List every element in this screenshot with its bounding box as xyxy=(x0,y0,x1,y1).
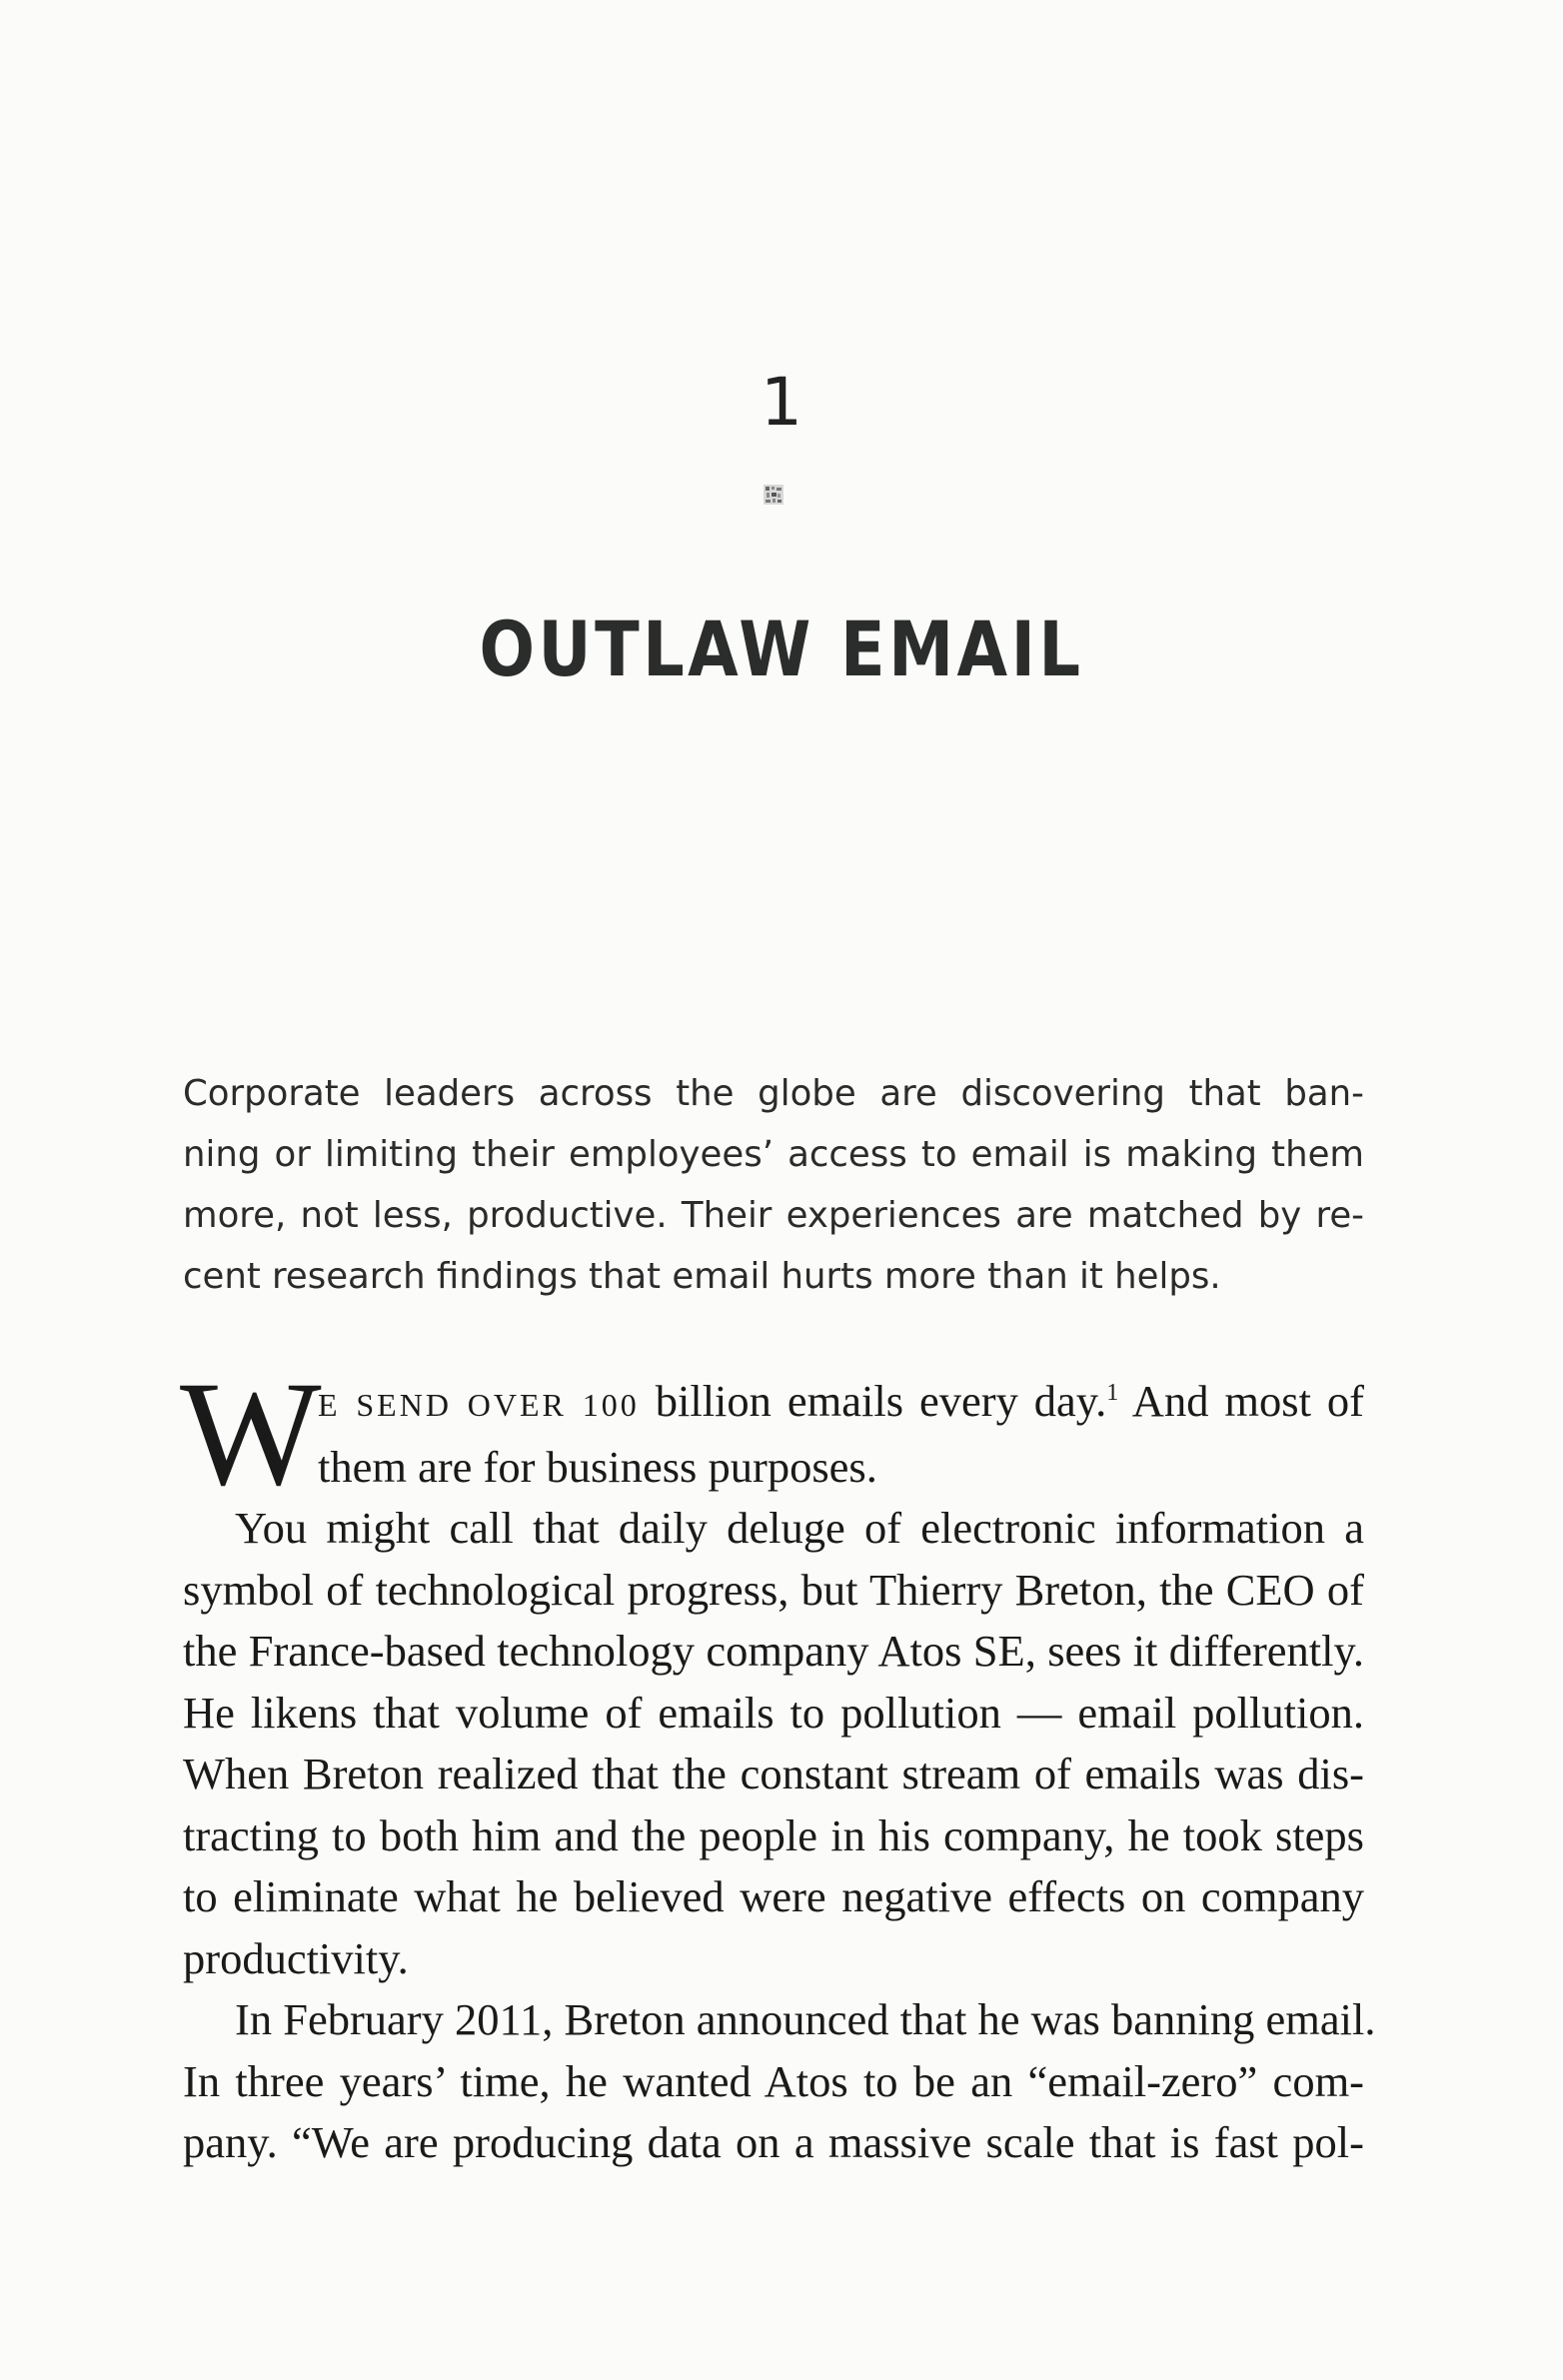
body-line xyxy=(183,1371,1364,1437)
chapter-number: 1 xyxy=(761,364,802,441)
body-line: He likens that volume of emails to pollution — email pollution. xyxy=(183,1687,1364,1738)
body-line: In three years’ time, he wanted Atos to be an “email-zero” com- xyxy=(183,2055,1364,2106)
chapter-abstract xyxy=(183,1063,1364,1307)
body-line: In February 2011, Breton announced that he was banning email. xyxy=(235,1994,1376,2044)
body-line: productivity. xyxy=(183,1932,409,1983)
body-line: the France-based technology company Atos SE, sees it differently. xyxy=(183,1626,1364,1676)
footnote-ref[interactable]: 1 xyxy=(1106,1380,1119,1407)
body-text xyxy=(183,1371,1376,2174)
abstract-line: more, not less, productive. Their experiences are matched by re- xyxy=(183,1195,1364,1236)
stamp-ornament-icon xyxy=(763,484,784,506)
abstract-line: ning or limiting their employees’ access to email is making them xyxy=(183,1134,1364,1175)
body-line: to eliminate what he believed were negative effects on company xyxy=(183,1871,1364,1921)
abstract-line: cent research findings that email hurts more than it helps. xyxy=(183,1256,1221,1297)
body-line: pany. “We are producing data on a massive scale that is fast pol- xyxy=(183,2117,1364,2167)
small-caps-opening: E SEND OVER 100 xyxy=(318,1387,640,1423)
body-line: them are for business purposes. xyxy=(318,1441,877,1492)
body-line: You might call that daily deluge of electronic information a xyxy=(235,1503,1364,1553)
first-line-tail: And most of xyxy=(1118,1376,1364,1426)
body-line: symbol of technological progress, but Thierry Breton, the CEO of xyxy=(183,1564,1364,1615)
first-line-text: billion emails every day. xyxy=(639,1376,1107,1426)
drop-cap: W xyxy=(180,1351,322,1517)
body-line: tracting to both him and the people in his company, he took steps xyxy=(183,1809,1364,1860)
chapter-title: OUTLAW EMAIL xyxy=(479,604,1084,693)
abstract-line: Corporate leaders across the globe are discovering that ban- xyxy=(183,1073,1364,1114)
body-line: When Breton realized that the constant stream of emails was dis- xyxy=(183,1749,1364,1798)
